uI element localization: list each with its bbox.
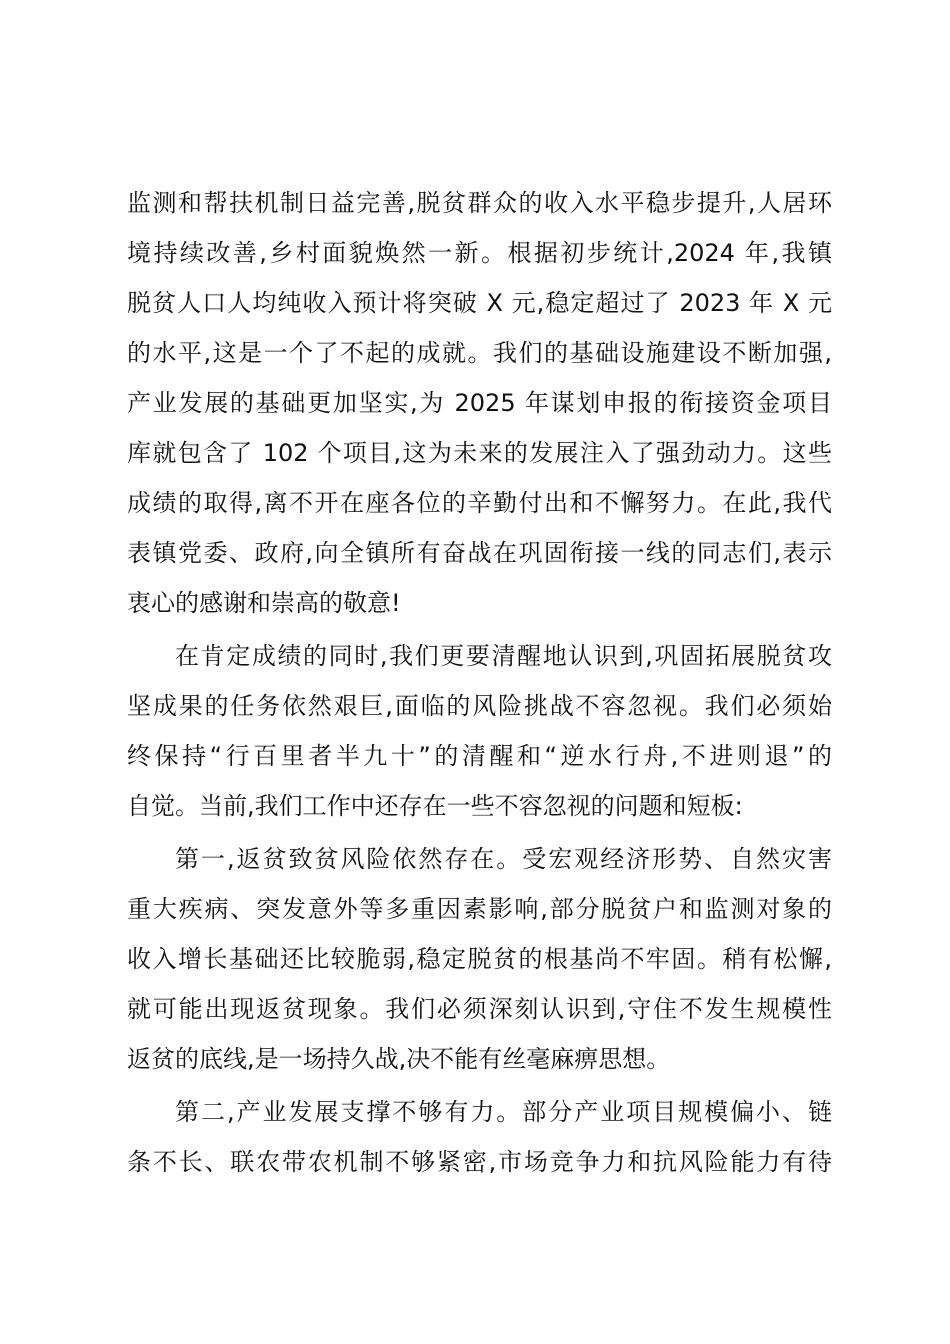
text-line: 脱贫人口人均纯收入预计将突破 X 元,稳定超过了 2023 年 X 元	[127, 289, 832, 317]
paragraph-point-one	[127, 834, 832, 1084]
document-body	[127, 178, 832, 1187]
text-line: 成绩的取得,离不开在座各位的辛勤付出和不懈努力。在此,我代	[127, 489, 832, 517]
text-line: 产业发展的基础更加坚实,为 2025 年谋划申报的衔接资金项目	[127, 389, 832, 417]
text-line: 就可能出现返贫现象。我们必须深刻认识到,守住不发生规模性	[127, 995, 832, 1023]
text-line: 监测和帮扶机制日益完善,脱贫群众的收入水平稳步提升,人居环	[127, 189, 832, 217]
text-line: 第一,返贫致贫风险依然存在。受宏观经济形势、自然灾害	[175, 845, 832, 873]
text-line: 衷心的感谢和崇高的敬意!	[127, 589, 401, 617]
text-line: 库就包含了 102 个项目,这为未来的发展注入了强劲动力。这些	[127, 439, 832, 467]
paragraph-challenges-intro	[127, 631, 832, 831]
text-line: 第二,产业发展支撑不够有力。部分产业项目规模偏小、链	[175, 1098, 832, 1126]
text-line: 坚成果的任务依然艰巨,面临的风险挑战不容忽视。我们必须始	[127, 692, 832, 720]
text-line: 自觉。当前,我们工作中还存在一些不容忽视的问题和短板:	[127, 792, 743, 820]
paragraph-point-two	[127, 1087, 832, 1187]
text-line: 返贫的底线,是一场持久战,决不能有丝毫麻痹思想。	[127, 1045, 671, 1073]
text-line: 收入增长基础还比较脆弱,稳定脱贫的根基尚不牢固。稍有松懈,	[127, 945, 832, 973]
text-line: 的水平,这是一个了不起的成就。我们的基础设施建设不断加强,	[127, 339, 832, 367]
text-line: 条不长、联农带农机制不够紧密,市场竞争力和抗风险能力有待	[127, 1148, 832, 1176]
text-line: 终保持“行百里者半九十”的清醒和“逆水行舟,不进则退”的	[127, 742, 832, 770]
text-line: 重大疾病、突发意外等多重因素影响,部分脱贫户和监测对象的	[127, 895, 832, 923]
paragraph-achievements	[127, 178, 832, 628]
text-line: 境持续改善,乡村面貌焕然一新。根据初步统计,2024 年,我镇	[127, 239, 832, 267]
text-line: 表镇党委、政府,向全镇所有奋战在巩固衔接一线的同志们,表示	[127, 539, 832, 567]
text-line: 在肯定成绩的同时,我们更要清醒地认识到,巩固拓展脱贫攻	[175, 642, 832, 670]
